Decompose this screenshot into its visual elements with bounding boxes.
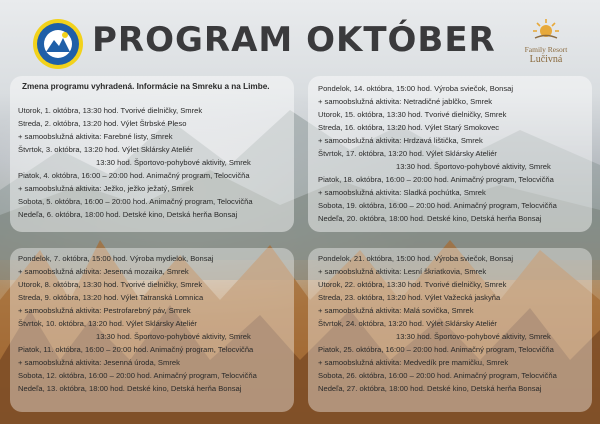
- schedule-line: Sobota, 19. októbra, 16:00 – 20:00 hod. Animačný program, Telocvičňa: [318, 201, 557, 210]
- schedule-line: Piatok, 4. októbra, 16:00 – 20:00 hod. Animačný program, Telocvičňa: [18, 171, 250, 180]
- schedule-line: Nedeľa, 27. októbra, 18:00 hod. Detské kino, Detská herňa Bonsaj: [318, 384, 542, 393]
- schedule-line: + samoobslužná aktivita: Hrdzavá lištička, Smrek: [318, 136, 483, 145]
- header: [0, 0, 600, 78]
- schedule-line: Streda, 2. októbra, 13:20 hod. Výlet Štrbské Pleso: [18, 119, 187, 128]
- schedule-line: Streda, 16. októbra, 13:20 hod. Výlet Starý Smokovec: [318, 123, 500, 132]
- brand-line-2: Lučivná: [529, 54, 563, 65]
- schedule-line: Štvrtok, 17. októbra, 13:20 hod. Výlet Sklársky Ateliér: [318, 149, 497, 158]
- schedule-line: Štvrtok, 24. októbra, 13:20 hod. Výlet Sklársky Ateliér: [318, 319, 497, 328]
- schedule-week-4: [318, 252, 557, 395]
- schedule-line: Streda, 23. októbra, 13:20 hod. Výlet Važecká jaskyňa: [318, 293, 501, 302]
- schedule-line: Utorok, 8. októbra, 13:30 hod. Tvorivé dielničky, Smrek: [18, 280, 203, 289]
- schedule-line: Pondelok, 14. októbra, 15:00 hod. Výroba sviečok, Bonsaj: [318, 84, 514, 93]
- schedule-line: Sobota, 26. októbra, 16:00 – 20:00 hod. Animačný program, Telocvičňa: [318, 371, 557, 380]
- schedule-line: Nedeľa, 20. októbra, 18:00 hod. Detské kino, Detská herňa Bonsaj: [318, 214, 542, 223]
- schedule-line: Piatok, 18. októbra, 16:00 – 20:00 hod. Animačný program, Telocvičňa: [318, 175, 554, 184]
- schedule-line: Utorok, 1. októbra, 13:30 hod. Tvorivé dielničky, Smrek: [18, 106, 203, 115]
- schedule-line: 13:30 hod. Športovo-pohybové aktivity, Smrek: [96, 332, 251, 341]
- program-change-note: Zmena programu vyhradená. Informácie na Smreku a na Limbe.: [22, 82, 270, 91]
- schedule-line: Nedeľa, 6. októbra, 18:00 hod. Detské kino, Detská herňa Bonsaj: [18, 210, 238, 219]
- schedule-line: + samoobslužná aktivita: Jesenná mozaika, Smrek: [18, 267, 189, 276]
- schedule-line: Pondelok, 7. októbra, 15:00 hod. Výroba mydielok, Bonsaj: [18, 254, 214, 263]
- schedule-line: + samoobslužná aktivita: Sladká pochútka, Smrek: [318, 188, 486, 197]
- schedule-week-1: [18, 104, 253, 221]
- schedule-line: + samoobslužná aktivita: Lesní škriatkovia, Smrek: [318, 267, 487, 276]
- brand-line-1: Family Resort: [524, 45, 568, 54]
- schedule-line: Utorok, 15. októbra, 13:30 hod. Tvorivé dielničky, Smrek: [318, 110, 507, 119]
- sun-logo-icon: [531, 18, 561, 40]
- schedule-line: Pondelok, 21. októbra, 15:00 hod. Výroba sviečok, Bonsaj: [318, 254, 514, 263]
- schedule-line: Štvrtok, 10. októbra, 13:20 hod. Výlet Sklársky Ateliér: [18, 319, 197, 328]
- schedule-line: Štvrtok, 3. októbra, 13:20 hod. Výlet Sklársky Ateliér: [18, 145, 193, 154]
- schedule-line: 13:30 hod. Športovo-pohybové aktivity, Smrek: [96, 158, 251, 167]
- schedule-line: Sobota, 5. októbra, 16:00 – 20:00 hod. Animačný program, Telocvičňa: [18, 197, 253, 206]
- schedule-line: + samoobslužná aktivita: Ježko, ježko ježatý, Smrek: [18, 184, 194, 193]
- schedule-line: Piatok, 11. októbra, 16:00 – 20:00 hod. Animačný program, Telocvičňa: [18, 345, 254, 354]
- page-title: PROGRAM OKTÓBER: [92, 20, 496, 60]
- schedule-line: 13:30 hod. Športovo-pohybové aktivity, Smrek: [396, 162, 551, 171]
- schedule-line: Streda, 9. októbra, 13:20 hod. Výlet Tatranská Lomnica: [18, 293, 204, 302]
- schedule-line: Piatok, 25. októbra, 16:00 – 20:00 hod. Animačný program, Telocvičňa: [318, 345, 554, 354]
- family-resort-logo: [516, 18, 576, 74]
- schedule-line: Utorok, 22. októbra, 13:30 hod. Tvorivé dielničky, Smrek: [318, 280, 507, 289]
- resort-badge-logo: [32, 18, 84, 70]
- schedule-line: + samoobslužná aktivita: Malá sovička, Smrek: [318, 306, 474, 315]
- mountain-badge-icon: [32, 18, 84, 70]
- schedule-week-3: [318, 82, 557, 225]
- schedule-line: Nedeľa, 13. októbra, 18:00 hod. Detské kino, Detská herňa Bonsaj: [18, 384, 242, 393]
- schedule-line: + samoobslužná aktivita: Farebné listy, Smrek: [18, 132, 173, 141]
- schedule-line: Sobota, 12. októbra, 16:00 – 20:00 hod. Animačný program, Telocvičňa: [18, 371, 257, 380]
- schedule-line: 13:30 hod. Športovo-pohybové aktivity, Smrek: [396, 332, 551, 341]
- schedule-week-2: [18, 252, 257, 395]
- schedule-line: + samoobslužná aktivita: Medvedík pre mamičku, Smrek: [318, 358, 509, 367]
- schedule-line: + samoobslužná aktivita: Pestrofarebný páv, Smrek: [18, 306, 191, 315]
- schedule-line: + samoobslužná aktivita: Netradičné jablčko, Smrek: [318, 97, 493, 106]
- schedule-line: + samoobslužná aktivita: Jesenná úroda, Smrek: [18, 358, 180, 367]
